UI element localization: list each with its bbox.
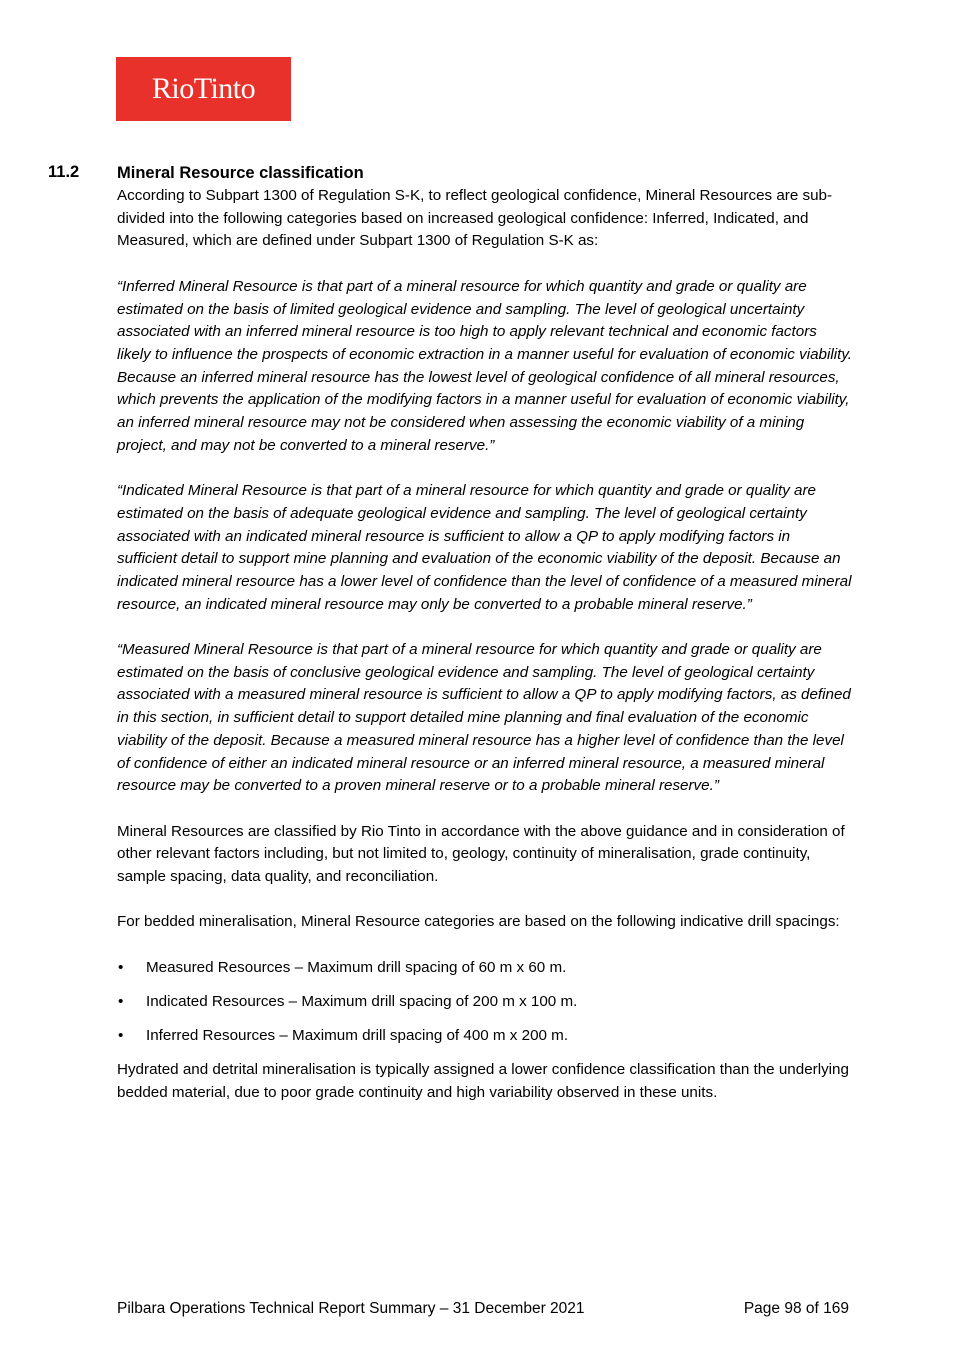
indicated-definition-quote: “Indicated Mineral Resource is that part of a mineral resource for which quantity and grade or quality are estimated on the basis of adequate geological evidence and sampling. The level of geological certainty associated with an indicated mineral resource is sufficient to allow a QP to apply modifying factors in sufficient detail to support mine planning and evaluation of the economic viability of the deposit. Because an indicated mineral resource has a lower level of confidence than the level of confidence of a measured mineral resource, an indicated mineral resource may only be converted to a probable mineral reserve.” [117,482,852,613]
bullet-icon: • [118,1026,124,1044]
bullet-icon: • [118,992,124,1010]
list-item-text: Inferred Resources – Maximum drill spacing of 400 m x 200 m. [146,1026,569,1044]
inferred-definition-quote: “Inferred Mineral Resource is that part of a mineral resource for which quantity and grade or quality are estimated on the basis of limited geological evidence and sampling. The level of geological uncertainty associated with an inferred mineral resource is too high to apply relevant technical and economic factors likely to influence the prospects of economic extraction in a manner useful for evaluation of economic viability. Because an inferred mineral resource has the lowest level of geological confidence of all mineral resources, which prevents the application of the modifying factors in a manner useful for evaluation of economic viability, an inferred mineral resource may not be considered when assessing the economic viability of a mining project, and may not be converted to a mineral reserve.” [117,277,853,454]
list-item [117,957,852,980]
logo-text: RioTinto [151,72,256,105]
footer-page-number: Page 98 of 169 [743,1300,849,1317]
list-item-text: Indicated Resources – Maximum drill spacing of 200 m x 100 m. [146,992,578,1010]
intro-paragraph: According to Subpart 1300 of Regulation S-K, to reflect geological confidence, Mineral Resources are sub-divided into the following categories based on increased geological confidence: Inferred, Indicated, and Measured, which are defined under Subpart 1300 of Regulation S-K as: [117,187,833,250]
rio-tinto-logo [116,57,291,121]
bedded-paragraph: For bedded mineralisation, Mineral Resource categories are based on the following indicative drill spacings: [117,913,840,931]
list-item [117,991,852,1014]
footer-report-title: Pilbara Operations Technical Report Summary – 31 December 2021 [117,1300,585,1317]
drill-spacing-list [117,957,852,1048]
classification-paragraph: Mineral Resources are classified by Rio Tinto in accordance with the above guidance and in consideration of other relevant factors including, but not limited to, geology, continuity of mineralisation, grade continuity, sample spacing, data quality, and reconciliation. [117,822,845,886]
bullet-icon: • [118,958,124,976]
section-title: Mineral Resource classification [117,164,364,182]
hydrated-paragraph: Hydrated and detrital mineralisation is typically assigned a lower confidence classification than the underlying bedded material, due to poor grade continuity and high variability observed in these units. [117,1060,849,1101]
section-number: 11.2 [48,163,80,181]
measured-definition-quote: “Measured Mineral Resource is that part of a mineral resource for which quantity and grade or quality are estimated on the basis of conclusive geological evidence and sampling. The level of geological certainty associated with a measured mineral resource is sufficient to allow a QP to apply modifying factors, as defined in this section, in sufficient detail to support detailed mine planning and final evaluation of the economic viability of the deposit. Because a measured mineral resource has a higher level of confidence than the level of confidence of either an indicated mineral resource or an inferred mineral resource, a measured mineral resource may be converted to a proven mineral reserve or to a probable mineral reserve.” [117,641,851,795]
section-content [117,163,852,1127]
list-item [117,1025,852,1048]
page-footer [117,1300,849,1318]
list-item-text: Measured Resources – Maximum drill spacing of 60 m x 60 m. [146,958,567,976]
